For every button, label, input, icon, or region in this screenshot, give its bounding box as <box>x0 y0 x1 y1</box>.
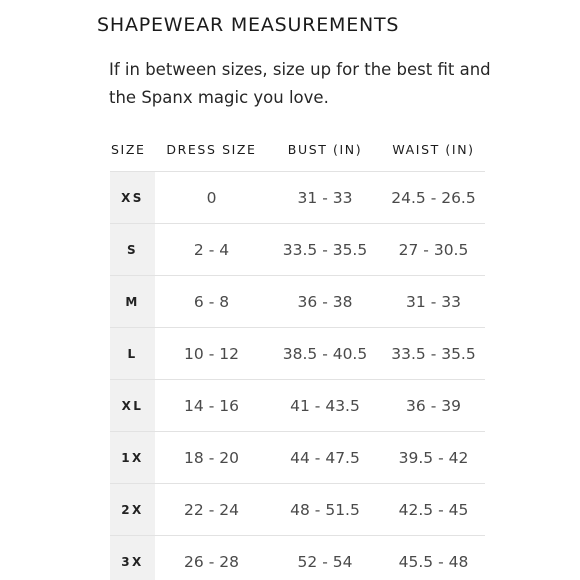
waist-cell: 45.5 - 48 <box>398 552 469 571</box>
table-row <box>110 484 485 536</box>
table-row <box>110 276 485 328</box>
size-chart-table <box>110 128 485 580</box>
header-bust: BUST (IN) <box>268 128 382 172</box>
dress-size-cell: 0 <box>155 172 268 224</box>
size-cell: 3X <box>110 536 155 580</box>
waist-cell: 31 - 33 <box>382 276 485 328</box>
table-row <box>110 536 485 580</box>
dress-size-cell: 2 - 4 <box>155 224 268 276</box>
table-row <box>110 432 485 484</box>
bust-cell: 48 - 51.5 <box>268 484 382 536</box>
waist-cell: 39.5 - 42 <box>382 432 485 484</box>
dress-size-cell: 6 - 8 <box>155 276 268 328</box>
subtitle <box>109 56 529 112</box>
size-cell: 2X <box>110 484 155 536</box>
size-cell: 1X <box>110 432 155 484</box>
size-cell: XL <box>110 380 155 432</box>
dress-size-cell: 14 - 16 <box>155 380 268 432</box>
bust-cell: 52 - 54 <box>297 552 353 571</box>
subtitle-line-2: the Spanx magic you love. <box>109 88 329 107</box>
waist-cell: 24.5 - 26.5 <box>382 172 485 224</box>
waist-cell: 27 - 30.5 <box>382 224 485 276</box>
dress-size-cell: 26 - 28 <box>184 552 239 571</box>
bust-cell: 38.5 - 40.5 <box>268 328 382 380</box>
subtitle-line-1: If in between sizes, size up for the best fit and <box>109 60 491 79</box>
page-title: SHAPEWEAR MEASUREMENTS <box>97 14 400 36</box>
bust-cell: 41 - 43.5 <box>268 380 382 432</box>
waist-cell: 33.5 - 35.5 <box>382 328 485 380</box>
size-cell: XS <box>110 172 155 224</box>
size-cell: L <box>110 328 155 380</box>
size-cell: S <box>110 224 155 276</box>
dress-size-cell: 18 - 20 <box>155 432 268 484</box>
table-row <box>110 380 485 432</box>
bust-cell: 31 - 33 <box>268 172 382 224</box>
table-header-row <box>110 128 485 172</box>
table-row <box>110 172 485 224</box>
table-row <box>110 328 485 380</box>
waist-cell: 36 - 39 <box>382 380 485 432</box>
bust-cell: 44 - 47.5 <box>268 432 382 484</box>
table-row <box>110 224 485 276</box>
bust-cell: 33.5 - 35.5 <box>268 224 382 276</box>
header-waist: WAIST (IN) <box>382 128 485 172</box>
waist-cell: 42.5 - 45 <box>382 484 485 536</box>
dress-size-cell: 10 - 12 <box>155 328 268 380</box>
header-size: SIZE <box>110 128 155 172</box>
header-dress-size: DRESS SIZE <box>155 128 268 172</box>
size-cell: M <box>110 276 155 328</box>
bust-cell: 36 - 38 <box>268 276 382 328</box>
dress-size-cell: 22 - 24 <box>155 484 268 536</box>
